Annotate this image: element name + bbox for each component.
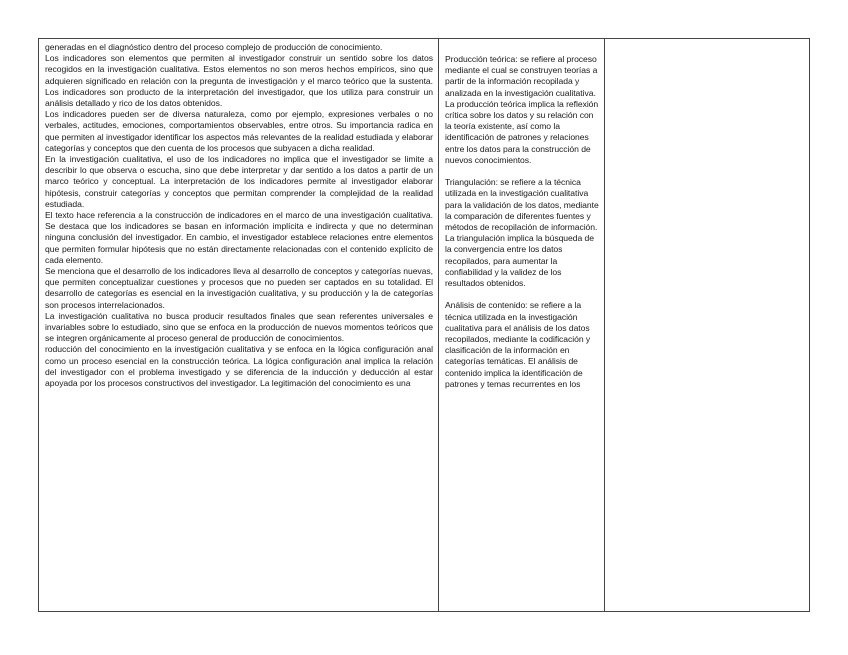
definition-triangulacion: Triangulación: se refiere a la técnica utilizada en la investigación cualitativa para la validación de los datos, mediante la comparación de diferentes fuentes y métodos de recopilación de información. La triangulación implica la búsqueda de la convergencia entre los datos recopilados, para aumentar la confiabilidad y la validez de los resultados obtenidos. [445,177,599,289]
main-paragraph: En la investigación cualitativa, el uso de los indicadores no implica que el investigador se limite a describir lo que observa o escucha, sino que debe interpretar y dar sentido a los datos a partir de un marco teórico y conceptual. La interpretación de los indicadores permite al investigador elaborar hipótesis, construir categorías y conceptos que permitan comprender la complejidad de la realidad estudiada. [45,154,433,209]
definition-analisis-contenido: Análisis de contenido: se refiere a la técnica utilizada en la investigación cualitativa para el análisis de los datos recopilados, mediante la codificación y clasificación de la información en categorías temáticas. El análisis de contenido implica la identificación de patrones y temas recurrentes en los [445,300,591,389]
empty-cell [605,39,809,611]
definitions-list [445,54,601,390]
main-paragraph: La investigación cualitativa no busca producir resultados finales que sean referentes universales e invariables sobre lo estudiado, sino que se enfoca en la producción de nuevos momentos teóricos que se integren orgánicamente al proceso general de producción de conocimientos. [45,310,433,344]
definitions-cell [439,39,605,611]
main-paragraph: generadas en el diagnóstico dentro del proceso complejo de producción de conocimiento. [45,42,383,52]
main-text [45,42,433,389]
document-table [38,38,810,612]
main-paragraph: Se menciona que el desarrollo de los indicadores lleva al desarrollo de conceptos y categorías nuevas, que permiten conceptualizar cuestiones y procesos que no pueden ser captados en su totalidad. El desarrollo de categorías es esencial en la investigación cualitativa, y su producción y la de categorías son procesos interrelacionados. [45,266,433,310]
main-text-cell [39,39,439,611]
main-paragraph: roducción del conocimiento en la investigación cualitativa y se enfoca en la lógica configuración anal como un proceso esencial en la construcción teórica. La lógica configuración anal implica la relación del investigador con el problema investigado y se diferencia de la inducción y deducción al estar apoyada por los procesos constructivos del investigador. La legitimación del conocimiento es una [45,344,433,389]
main-paragraph: El texto hace referencia a la construcción de indicadores en el marco de una investigación cualitativa. Se destaca que los indicadores se basan en información implícita e indirecta y que no determinan ninguna conclusión del investigador. En cambio, el investigador establece relaciones entre elementos que permiten formular hipótesis que no están directamente relacionadas con el contenido explícito de cada elemento. [45,210,433,265]
definition-produccion-teorica: Producción teórica: se refiere al proceso mediante el cual se construyen teorías a partir de la información recopilada y analizada en la investigación cualitativa. La producción teórica implica la reflexión crítica sobre los datos y su relación con la teoría existente, así como la identificación de patrones y relaciones entre los datos para la construcción de nuevos conocimientos. [445,54,599,165]
main-paragraph: Los indicadores pueden ser de diversa naturaleza, como por ejemplo, expresiones verbales o no verbales, actitudes, emociones, comportamientos observables, entre otros. Su importancia radica en que permiten al investigador identificar los aspectos más relevantes de la realidad estudiada y elaborar categorías y conceptos que den cuenta de los procesos que subyacen a dicha realidad. [45,109,433,153]
main-paragraph: Los indicadores son elementos que permiten al investigador construir un sentido sobre los datos recogidos en la investigación cualitativa. Estos elementos no son meros hechos empíricos, sino que adquieren significado en relación con la pregunta de investigación y el marco teórico que la sustenta. Los indicadores son producto de la interpretación del investigador, que los utiliza para construir un análisis detallado y rico de los datos obtenidos. [45,53,433,109]
